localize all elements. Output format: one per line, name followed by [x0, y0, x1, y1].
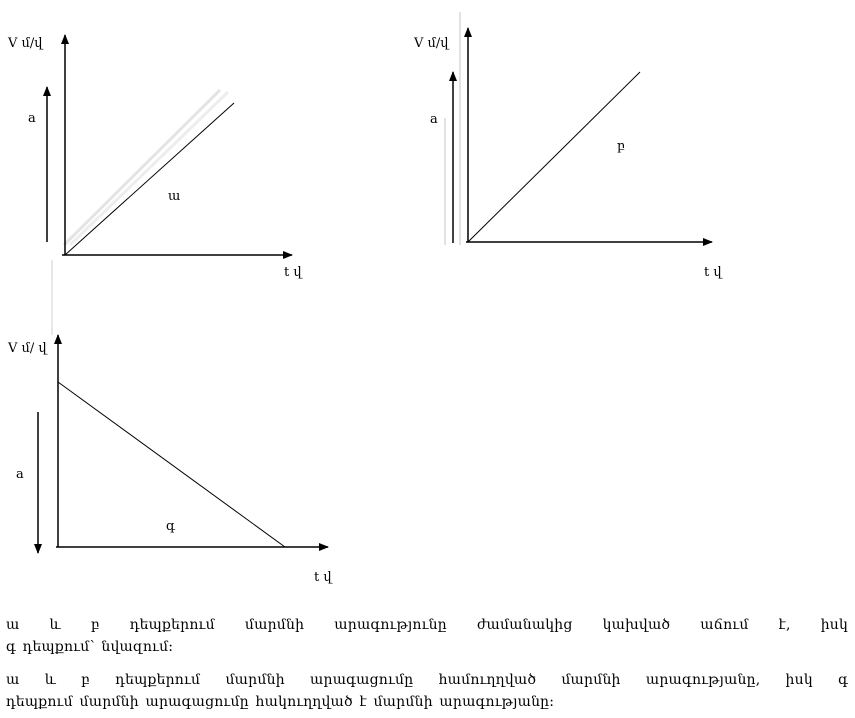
- graph-b-curve-label: բ: [617, 139, 626, 154]
- graph-b-y-label: V մ/վ: [414, 36, 449, 51]
- graph-a-ghost-line: [70, 92, 228, 245]
- graph-a-ghost-line: [64, 90, 220, 245]
- graph-b-accel-label: a: [430, 112, 438, 127]
- graph-c-x-label: t վ: [314, 570, 332, 585]
- explanation-paragraph-2: [6, 669, 848, 713]
- graph-c-accel-label: a: [16, 467, 24, 482]
- paragraph-1-line-1: ա և բ դեպքերում մարմնի արագությունը ժամանակից կախված աճում է, իսկ: [6, 617, 848, 633]
- graph-b-x-label: t վ: [704, 265, 722, 280]
- graph-a-velocity-line: [65, 103, 234, 255]
- graph-c-y-label: V մ/ վ: [8, 341, 47, 356]
- graph-a-y-label: V մ/վ: [8, 36, 43, 51]
- graph-a-curve-label: ա: [168, 189, 181, 204]
- paragraph-2-line-1: ա և բ դեպքերում մարմնի արագացումը համուղղված մարմնի արագությանը, իսկ գ: [6, 672, 848, 688]
- graph-b: [413, 12, 723, 280]
- graph-c: [7, 280, 333, 585]
- graph-a-x-label: t վ: [284, 265, 302, 280]
- graph-c-curve-label: գ: [166, 519, 176, 534]
- graph-a-accel-label: a: [28, 111, 36, 126]
- paragraph-1-line-2: գ դեպքում՝ նվազում:: [6, 639, 174, 655]
- explanation-paragraph-1: [6, 614, 848, 658]
- graph-b-velocity-line: [468, 72, 640, 242]
- paragraph-2-line-2: դեպքում մարմնի արագացումը հակուղղված է մարմնի արագությանը:: [6, 694, 555, 710]
